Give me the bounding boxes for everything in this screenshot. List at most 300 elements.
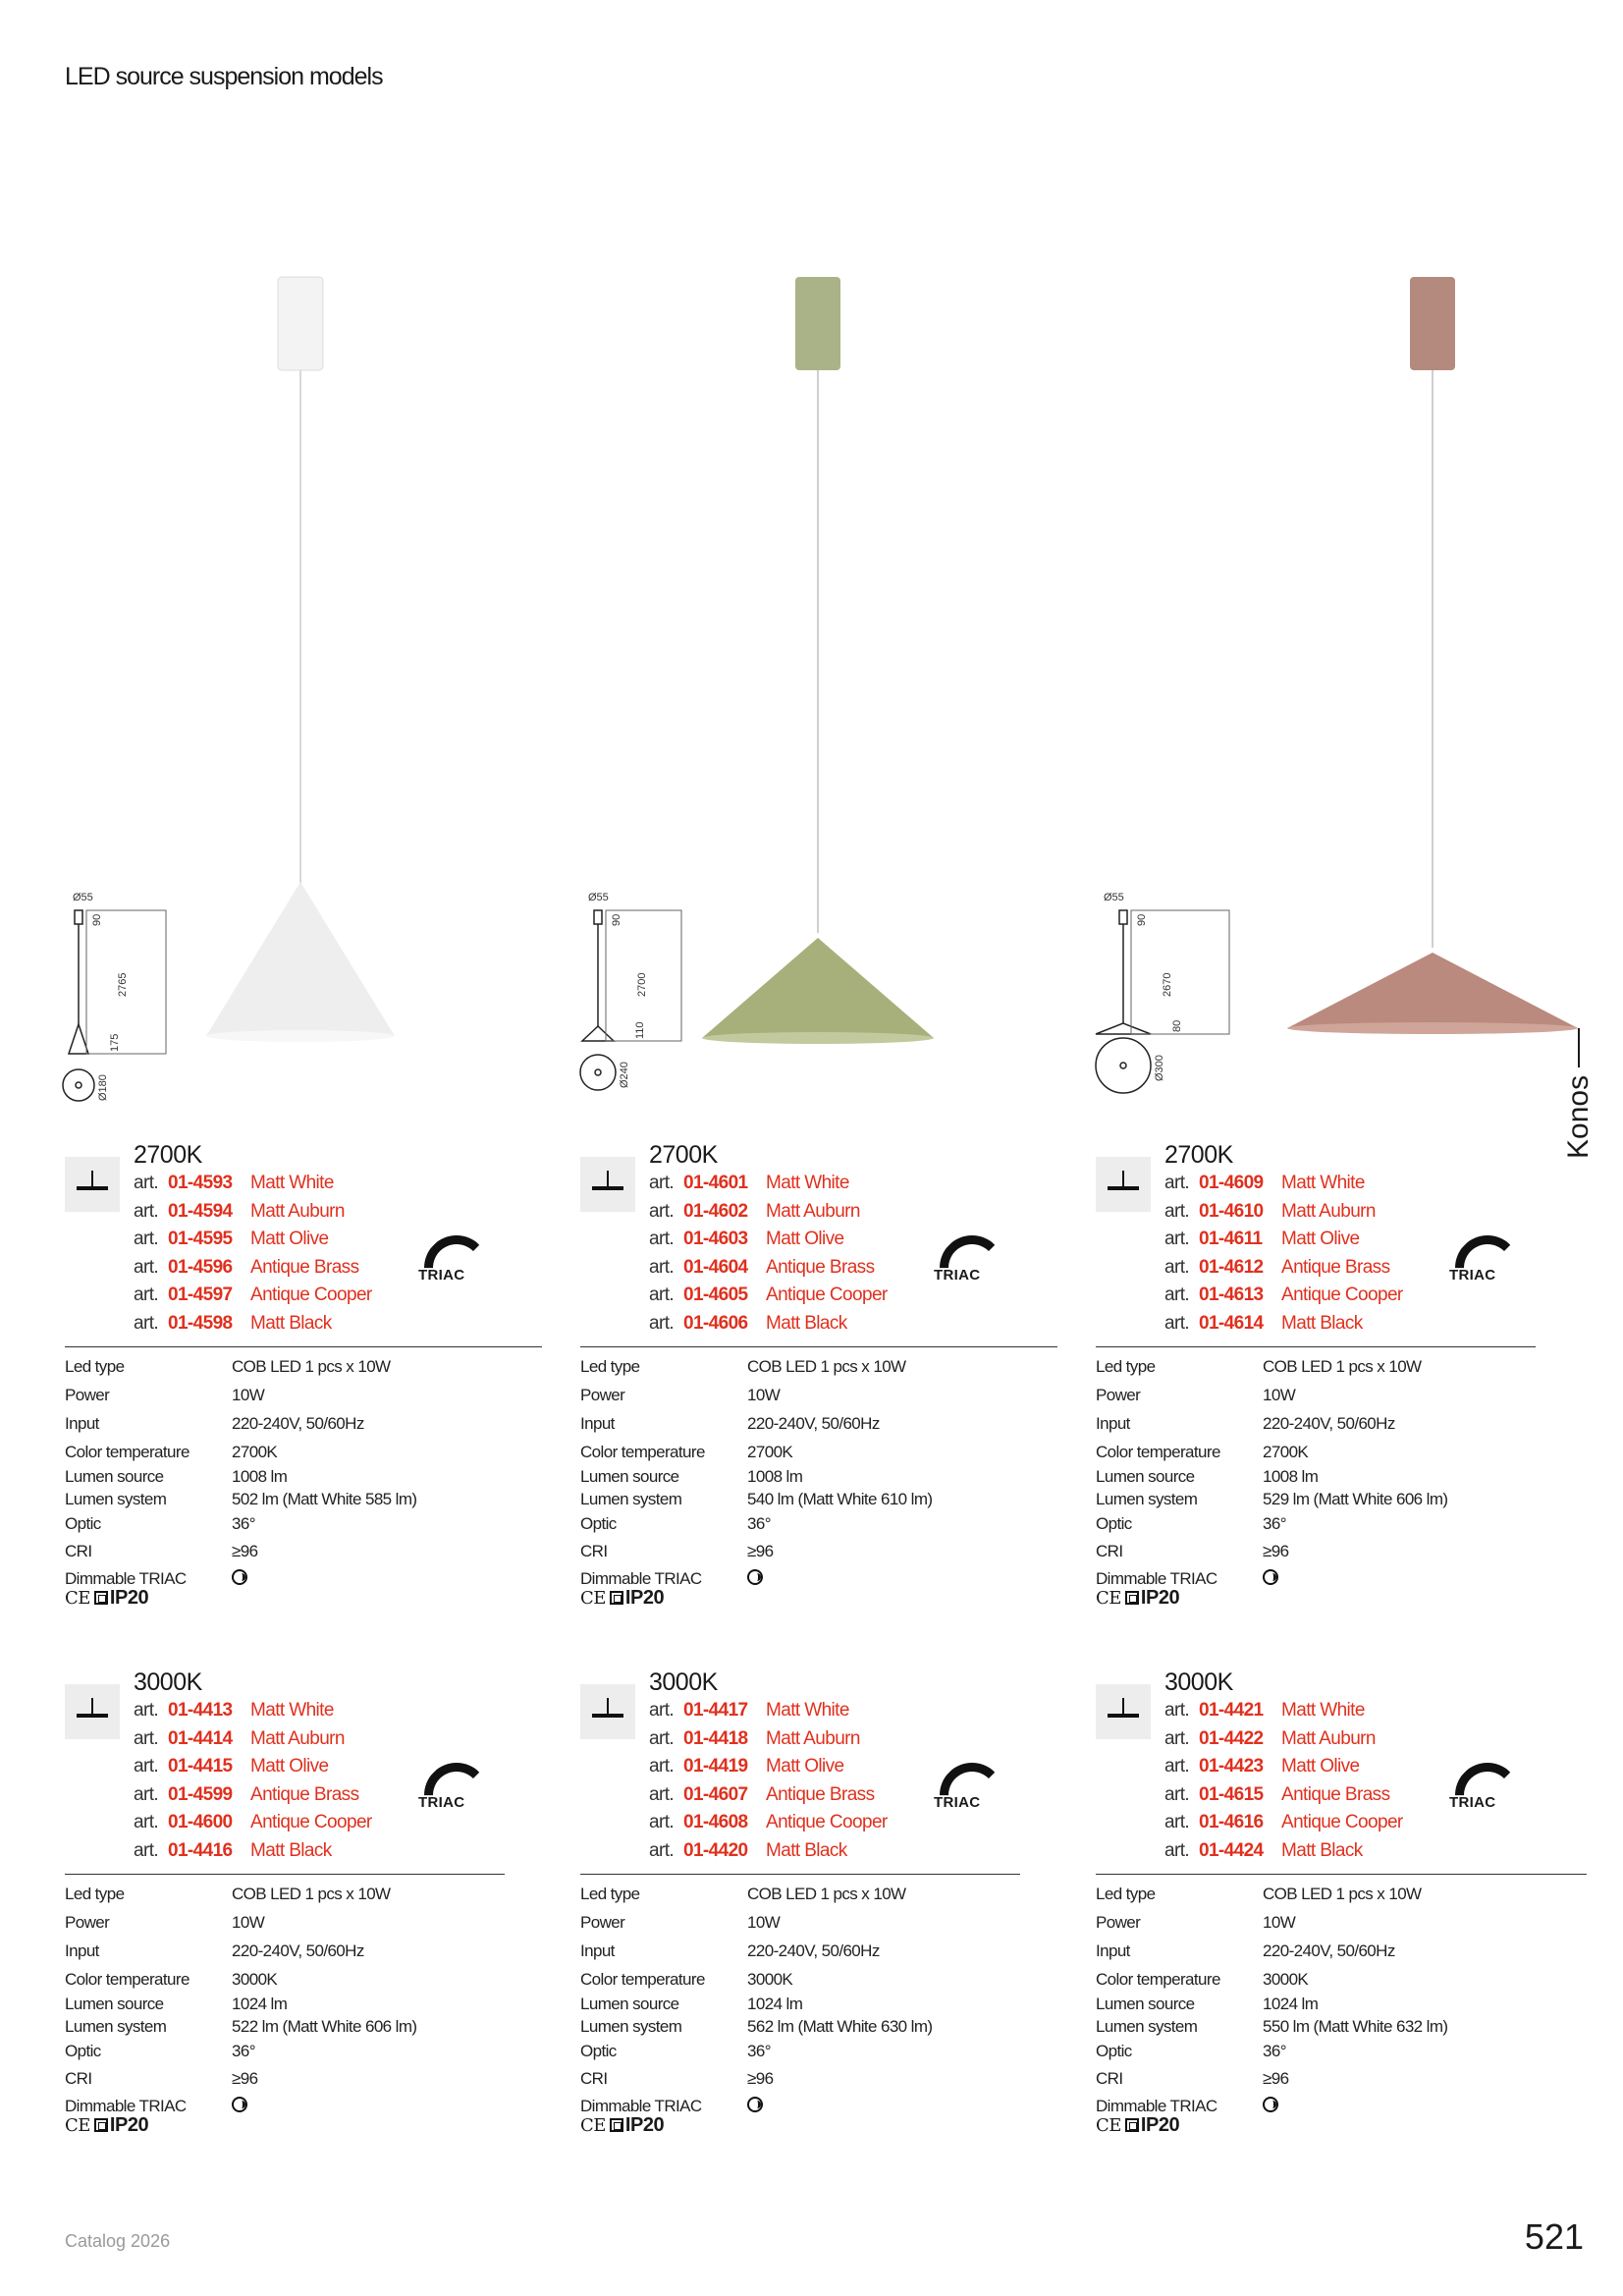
spec-key: Led type — [580, 1357, 640, 1376]
ip-rating: IP20 — [624, 1587, 665, 1609]
finish-name: Antique Cooper — [766, 1285, 888, 1306]
article-prefix: art. — [134, 1229, 159, 1250]
article-prefix: art. — [649, 1700, 675, 1721]
spec-value: 10W — [1263, 1913, 1296, 1932]
article-row[interactable] — [649, 1784, 888, 1813]
finish-name: Antique Cooper — [250, 1285, 372, 1306]
spec-divider — [65, 1874, 505, 1875]
dimmable-icon — [747, 1569, 763, 1585]
finish-name: Matt Black — [766, 1312, 847, 1334]
ce-mark: CE — [580, 2115, 606, 2136]
article-row[interactable] — [649, 1285, 888, 1313]
article-row[interactable] — [134, 1229, 372, 1257]
spec-value: 220-240V, 50/60Hz — [232, 1414, 364, 1433]
article-row[interactable] — [134, 1257, 372, 1285]
certification-marks — [1096, 1587, 1179, 1610]
spec-value: 10W — [232, 1913, 265, 1932]
spec-key: Color temperature — [65, 1443, 189, 1461]
triac-badge — [930, 1235, 1008, 1286]
spec-value: COB LED 1 pcs x 10W — [232, 1885, 391, 1903]
article-row[interactable] — [1164, 1173, 1403, 1201]
article-list — [649, 1173, 888, 1341]
spec-key: Input — [65, 1414, 99, 1433]
finish-name: Matt Black — [766, 1839, 847, 1861]
mini-icon-shade — [77, 1186, 108, 1190]
article-prefix: art. — [134, 1173, 159, 1193]
article-code: 01-4597 — [168, 1285, 233, 1306]
article-row[interactable] — [649, 1812, 888, 1840]
spec-value: ≥96 — [1263, 1542, 1289, 1560]
spec-divider — [65, 1346, 542, 1347]
color-temperature-heading: 3000K — [134, 1668, 202, 1696]
article-code: 01-4604 — [683, 1256, 748, 1278]
article-prefix: art. — [134, 1312, 159, 1334]
canopy-height-label: 90 — [91, 913, 103, 926]
finish-name: Antique Brass — [250, 1783, 359, 1805]
article-row[interactable] — [1164, 1257, 1403, 1285]
spec-key: Color temperature — [1096, 1443, 1220, 1461]
spec-block-2700k — [580, 1141, 1091, 1628]
article-prefix: art. — [134, 1783, 159, 1805]
article-prefix: art. — [649, 1173, 675, 1193]
article-prefix: art. — [1164, 1839, 1190, 1861]
finish-name: Matt Auburn — [1281, 1727, 1376, 1749]
spec-value: 220-240V, 50/60Hz — [747, 1414, 880, 1433]
spec-value — [232, 2097, 247, 2117]
finish-name: Antique Cooper — [1281, 1285, 1403, 1306]
spec-divider — [1096, 1874, 1587, 1875]
dimmable-icon — [747, 2097, 763, 2112]
article-prefix: art. — [649, 1783, 675, 1805]
certification-marks — [580, 1587, 664, 1610]
article-prefix: art. — [649, 1285, 675, 1306]
spec-key: CRI — [580, 2069, 608, 2088]
spec-value: 220-240V, 50/60Hz — [1263, 1414, 1395, 1433]
ce-mark: CE — [580, 1588, 606, 1609]
spec-block-2700k — [1096, 1141, 1606, 1628]
article-prefix: art. — [1164, 1700, 1190, 1721]
pendant-mini-icon — [580, 1684, 635, 1739]
color-temperature-heading: 3000K — [649, 1668, 718, 1696]
spec-key: Optic — [1096, 2042, 1132, 2060]
spec-key: Power — [65, 1913, 110, 1932]
article-prefix: art. — [1164, 1783, 1190, 1805]
dimension-drawing — [580, 889, 678, 1105]
pendant-mini-icon — [1096, 1157, 1151, 1212]
article-prefix: art. — [134, 1285, 159, 1306]
spec-block-3000k — [580, 1668, 1091, 2156]
article-row[interactable] — [134, 1313, 372, 1341]
page-number: 521 — [1524, 2216, 1584, 2257]
top-diameter-label: Ø55 — [73, 892, 93, 903]
article-prefix: art. — [1164, 1285, 1190, 1306]
article-row[interactable] — [649, 1700, 888, 1728]
finish-name: Matt Black — [250, 1312, 332, 1334]
mini-icon-shade — [1108, 1714, 1139, 1718]
article-prefix: art. — [649, 1312, 675, 1334]
article-row[interactable] — [1164, 1313, 1403, 1341]
article-row[interactable] — [1164, 1229, 1403, 1257]
spec-value: 220-240V, 50/60Hz — [1263, 1941, 1395, 1960]
dimension-drawing — [65, 889, 163, 1105]
top-diameter-label: Ø55 — [1104, 892, 1124, 903]
spec-block-3000k — [65, 1668, 575, 2156]
article-row[interactable] — [1164, 1784, 1403, 1813]
mini-icon-shade — [1108, 1186, 1139, 1190]
finish-name: Matt White — [250, 1173, 334, 1193]
spec-value: ≥96 — [747, 2069, 774, 2088]
article-row[interactable] — [1164, 1812, 1403, 1840]
top-diameter-label: Ø55 — [588, 892, 609, 903]
article-row[interactable] — [1164, 1756, 1403, 1784]
color-temperature-heading: 3000K — [1164, 1668, 1233, 1696]
spec-key: Lumen source — [65, 1467, 164, 1486]
spec-key: Color temperature — [580, 1970, 705, 1989]
article-code: 01-4593 — [168, 1173, 233, 1193]
article-row[interactable] — [649, 1756, 888, 1784]
triac-label: TRIAC — [1449, 1794, 1496, 1811]
pendant-mini-icon — [580, 1157, 635, 1212]
article-prefix: art. — [134, 1256, 159, 1278]
dimmable-icon — [1263, 2097, 1278, 2112]
spec-value — [747, 1569, 763, 1590]
spec-key: Lumen source — [580, 1995, 679, 2013]
product-column-auburn — [1096, 0, 1616, 2296]
spec-value — [232, 1569, 247, 1590]
spec-value: 10W — [1263, 1386, 1296, 1404]
finish-name: Matt White — [1281, 1173, 1365, 1193]
total-height-label: 2700 — [636, 972, 648, 997]
article-row[interactable] — [134, 1784, 372, 1813]
ip-rating: IP20 — [109, 1587, 149, 1609]
spec-value: 540 lm (Matt White 610 lm) — [747, 1490, 933, 1508]
article-row[interactable] — [134, 1700, 372, 1728]
spec-key: Lumen source — [580, 1467, 679, 1486]
article-code: 01-4606 — [683, 1312, 748, 1334]
spec-key: Power — [1096, 1913, 1141, 1932]
article-code: 01-4600 — [168, 1812, 233, 1833]
article-prefix: art. — [1164, 1812, 1190, 1833]
spec-value: 220-240V, 50/60Hz — [232, 1941, 364, 1960]
spec-value: 36° — [747, 2042, 771, 2060]
finish-name: Matt Auburn — [1281, 1200, 1376, 1222]
spec-value: COB LED 1 pcs x 10W — [1263, 1885, 1422, 1903]
article-row[interactable] — [1164, 1840, 1403, 1869]
article-prefix: art. — [1164, 1256, 1190, 1278]
spec-key: Color temperature — [580, 1443, 705, 1461]
finish-name: Matt Auburn — [250, 1200, 345, 1222]
article-code: 01-4615 — [1199, 1783, 1264, 1805]
ip-rating: IP20 — [1140, 1587, 1180, 1609]
article-prefix: art. — [1164, 1756, 1190, 1777]
spec-key: Led type — [65, 1885, 125, 1903]
article-prefix: art. — [1164, 1200, 1190, 1222]
article-row[interactable] — [649, 1728, 888, 1757]
certification-marks — [65, 1587, 148, 1610]
spec-value — [747, 2097, 763, 2117]
certification-marks — [1096, 2114, 1179, 2137]
spec-value: ≥96 — [1263, 2069, 1289, 2088]
spec-key: Input — [580, 1414, 615, 1433]
triac-badge — [1445, 1235, 1524, 1286]
catalog-label: Catalog 2026 — [65, 2231, 171, 2251]
article-row[interactable] — [134, 1840, 372, 1869]
color-temperature-heading: 2700K — [649, 1141, 718, 1169]
triac-label: TRIAC — [934, 1267, 981, 1284]
spec-key: Dimmable TRIAC — [65, 1569, 187, 1588]
spec-key: Lumen source — [1096, 1467, 1195, 1486]
side-label-text: Konos — [1562, 1074, 1596, 1159]
article-code: 01-4421 — [1199, 1700, 1264, 1721]
spec-value — [1263, 1569, 1278, 1590]
article-prefix: art. — [649, 1229, 675, 1250]
article-code: 01-4422 — [1199, 1727, 1264, 1749]
article-row[interactable] — [134, 1201, 372, 1230]
spec-key: Dimmable TRIAC — [1096, 1569, 1217, 1588]
color-temperature-heading: 2700K — [134, 1141, 202, 1169]
spec-value: 1008 lm — [747, 1467, 803, 1486]
spec-key: Color temperature — [65, 1970, 189, 1989]
spec-value: 10W — [747, 1913, 781, 1932]
spec-key: Lumen system — [1096, 2017, 1198, 2036]
finish-name: Antique Cooper — [1281, 1812, 1403, 1833]
spec-value: COB LED 1 pcs x 10W — [1263, 1357, 1422, 1376]
finish-name: Matt Olive — [250, 1756, 329, 1777]
article-prefix: art. — [649, 1812, 675, 1833]
article-code: 01-4423 — [1199, 1756, 1264, 1777]
spec-value: COB LED 1 pcs x 10W — [747, 1885, 906, 1903]
finish-name: Matt Black — [1281, 1839, 1363, 1861]
article-code: 01-4608 — [683, 1812, 748, 1833]
finish-name: Matt Olive — [766, 1229, 844, 1250]
spec-value: 3000K — [747, 1970, 793, 1989]
spec-value: 2700K — [747, 1443, 793, 1461]
triac-label: TRIAC — [418, 1794, 465, 1811]
spec-key: Optic — [580, 2042, 617, 2060]
article-code: 01-4607 — [683, 1783, 748, 1805]
spec-value: ≥96 — [747, 1542, 774, 1560]
finish-name: Matt Olive — [1281, 1229, 1360, 1250]
article-code: 01-4594 — [168, 1200, 233, 1222]
certification-marks — [65, 2114, 148, 2137]
class-ii-icon — [610, 1591, 623, 1605]
spec-value: 2700K — [1263, 1443, 1309, 1461]
spec-value: 36° — [1263, 2042, 1286, 2060]
spec-value — [1263, 2097, 1278, 2117]
canopy-height-label: 90 — [611, 913, 622, 926]
article-code: 01-4603 — [683, 1229, 748, 1250]
canopy — [278, 277, 323, 370]
mini-icon-stem — [607, 1698, 609, 1715]
article-prefix: art. — [134, 1812, 159, 1833]
spec-key: Lumen source — [1096, 1995, 1195, 2013]
spec-value: 529 lm (Matt White 606 lm) — [1263, 1490, 1448, 1508]
article-code: 01-4595 — [168, 1229, 233, 1250]
spec-value: 36° — [747, 1514, 771, 1533]
article-prefix: art. — [649, 1756, 675, 1777]
article-row[interactable] — [649, 1840, 888, 1869]
finish-name: Antique Brass — [1281, 1783, 1390, 1805]
finish-name: Matt Auburn — [766, 1200, 860, 1222]
article-code: 01-4416 — [168, 1839, 233, 1861]
article-prefix: art. — [134, 1727, 159, 1749]
article-code: 01-4616 — [1199, 1812, 1264, 1833]
spec-key: Optic — [65, 2042, 101, 2060]
article-code: 01-4614 — [1199, 1312, 1264, 1334]
dimmable-icon — [232, 2097, 247, 2112]
spec-key: Led type — [1096, 1885, 1156, 1903]
spec-divider — [580, 1874, 1020, 1875]
article-code: 01-4612 — [1199, 1256, 1264, 1278]
spec-value: 2700K — [232, 1443, 278, 1461]
article-code: 01-4605 — [683, 1285, 748, 1306]
triac-label: TRIAC — [1449, 1267, 1496, 1284]
finish-name: Matt White — [766, 1700, 849, 1721]
article-code: 01-4596 — [168, 1256, 233, 1278]
article-list — [134, 1173, 372, 1341]
article-row[interactable] — [649, 1201, 888, 1230]
finish-name: Antique Cooper — [766, 1812, 888, 1833]
triac-badge — [1445, 1763, 1524, 1814]
article-prefix: art. — [649, 1839, 675, 1861]
spec-block-3000k — [1096, 1668, 1606, 2156]
shade-diameter-label: Ø300 — [1154, 1055, 1165, 1081]
article-code: 01-4611 — [1199, 1229, 1263, 1250]
spec-key: Lumen system — [65, 2017, 167, 2036]
class-ii-icon — [1125, 2118, 1139, 2132]
article-list — [1164, 1700, 1403, 1869]
technical-drawing — [65, 889, 163, 1105]
spec-key: Led type — [580, 1885, 640, 1903]
article-code: 01-4418 — [683, 1727, 748, 1749]
spec-value: 220-240V, 50/60Hz — [747, 1941, 880, 1960]
finish-name: Matt White — [1281, 1700, 1365, 1721]
article-list — [649, 1700, 888, 1869]
article-row[interactable] — [134, 1756, 372, 1784]
shade-rim — [1287, 1022, 1578, 1034]
finish-name: Matt White — [250, 1700, 334, 1721]
article-row[interactable] — [134, 1285, 372, 1313]
finish-name: Matt Olive — [250, 1229, 329, 1250]
article-list — [134, 1700, 372, 1869]
pendant-mini-icon — [65, 1684, 120, 1739]
article-code: 01-4613 — [1199, 1285, 1264, 1306]
canopy — [795, 277, 840, 370]
ip-rating: IP20 — [109, 2114, 149, 2136]
ce-mark: CE — [1096, 1588, 1121, 1609]
article-prefix: art. — [1164, 1173, 1190, 1193]
article-row[interactable] — [134, 1728, 372, 1757]
article-prefix: art. — [134, 1700, 159, 1721]
mini-icon-stem — [91, 1698, 93, 1715]
article-prefix: art. — [134, 1839, 159, 1861]
spec-value: 36° — [232, 2042, 255, 2060]
certification-marks — [580, 2114, 664, 2137]
color-temperature-heading: 2700K — [1164, 1141, 1233, 1169]
mini-icon-shade — [592, 1714, 623, 1718]
mini-icon-shade — [592, 1186, 623, 1190]
ce-mark: CE — [65, 1588, 90, 1609]
spec-key: CRI — [1096, 2069, 1123, 2088]
article-row[interactable] — [134, 1173, 372, 1201]
article-row[interactable] — [134, 1812, 372, 1840]
spec-key: Dimmable TRIAC — [580, 1569, 702, 1588]
mini-icon-shade — [77, 1714, 108, 1718]
article-code: 01-4598 — [168, 1312, 233, 1334]
spec-key: CRI — [65, 2069, 92, 2088]
article-code: 01-4414 — [168, 1727, 233, 1749]
ip-rating: IP20 — [624, 2114, 665, 2136]
spec-value: 1024 lm — [1263, 1995, 1319, 2013]
total-height-label: 2765 — [117, 972, 129, 997]
article-row[interactable] — [649, 1173, 888, 1201]
article-code: 01-4417 — [683, 1700, 748, 1721]
spec-key: Optic — [65, 1514, 101, 1533]
article-list — [1164, 1173, 1403, 1341]
spec-key: Power — [1096, 1386, 1141, 1404]
article-code: 01-4424 — [1199, 1839, 1264, 1861]
mini-icon-stem — [1122, 1171, 1124, 1187]
finish-name: Matt Auburn — [766, 1727, 860, 1749]
article-row[interactable] — [1164, 1285, 1403, 1313]
shade-height-label: 80 — [1171, 1019, 1183, 1032]
spec-key: Dimmable TRIAC — [65, 2097, 187, 2115]
article-row[interactable] — [649, 1257, 888, 1285]
article-code: 01-4413 — [168, 1700, 233, 1721]
spec-key: Lumen system — [580, 2017, 682, 2036]
article-prefix: art. — [649, 1727, 675, 1749]
total-height-label: 2670 — [1162, 972, 1173, 997]
mini-icon-stem — [91, 1171, 93, 1187]
spec-key: Optic — [1096, 1514, 1132, 1533]
pendant-mini-icon — [1096, 1684, 1151, 1739]
article-prefix: art. — [1164, 1312, 1190, 1334]
spec-value: 10W — [747, 1386, 781, 1404]
shade-height-label: 175 — [109, 1033, 121, 1052]
spec-divider — [1096, 1346, 1536, 1347]
page-title: LED source suspension models — [65, 63, 383, 90]
triac-label: TRIAC — [418, 1267, 465, 1284]
spec-key: Lumen system — [65, 1490, 167, 1508]
spec-value: 550 lm (Matt White 632 lm) — [1263, 2017, 1448, 2036]
finish-name: Matt Black — [250, 1839, 332, 1861]
article-code: 01-4609 — [1199, 1173, 1264, 1193]
spec-value: COB LED 1 pcs x 10W — [232, 1357, 391, 1376]
triac-label: TRIAC — [934, 1794, 981, 1811]
finish-name: Antique Brass — [766, 1256, 875, 1278]
shade-rim — [206, 1030, 395, 1042]
article-prefix: art. — [649, 1200, 675, 1222]
article-row[interactable] — [1164, 1728, 1403, 1757]
finish-name: Matt Auburn — [250, 1727, 345, 1749]
mini-icon-stem — [1122, 1698, 1124, 1715]
article-row[interactable] — [1164, 1201, 1403, 1230]
article-row[interactable] — [1164, 1700, 1403, 1728]
article-prefix: art. — [1164, 1229, 1190, 1250]
spec-key: CRI — [65, 1542, 92, 1560]
spec-key: CRI — [1096, 1542, 1123, 1560]
shade-rim — [702, 1032, 934, 1044]
triac-badge — [930, 1763, 1008, 1814]
spec-value: 1024 lm — [747, 1995, 803, 2013]
triac-badge — [414, 1763, 493, 1814]
spec-value: 36° — [1263, 1514, 1286, 1533]
technical-drawing — [1096, 889, 1194, 1105]
article-row[interactable] — [649, 1313, 888, 1341]
finish-name: Antique Brass — [250, 1256, 359, 1278]
canopy — [1410, 277, 1455, 370]
article-row[interactable] — [649, 1229, 888, 1257]
